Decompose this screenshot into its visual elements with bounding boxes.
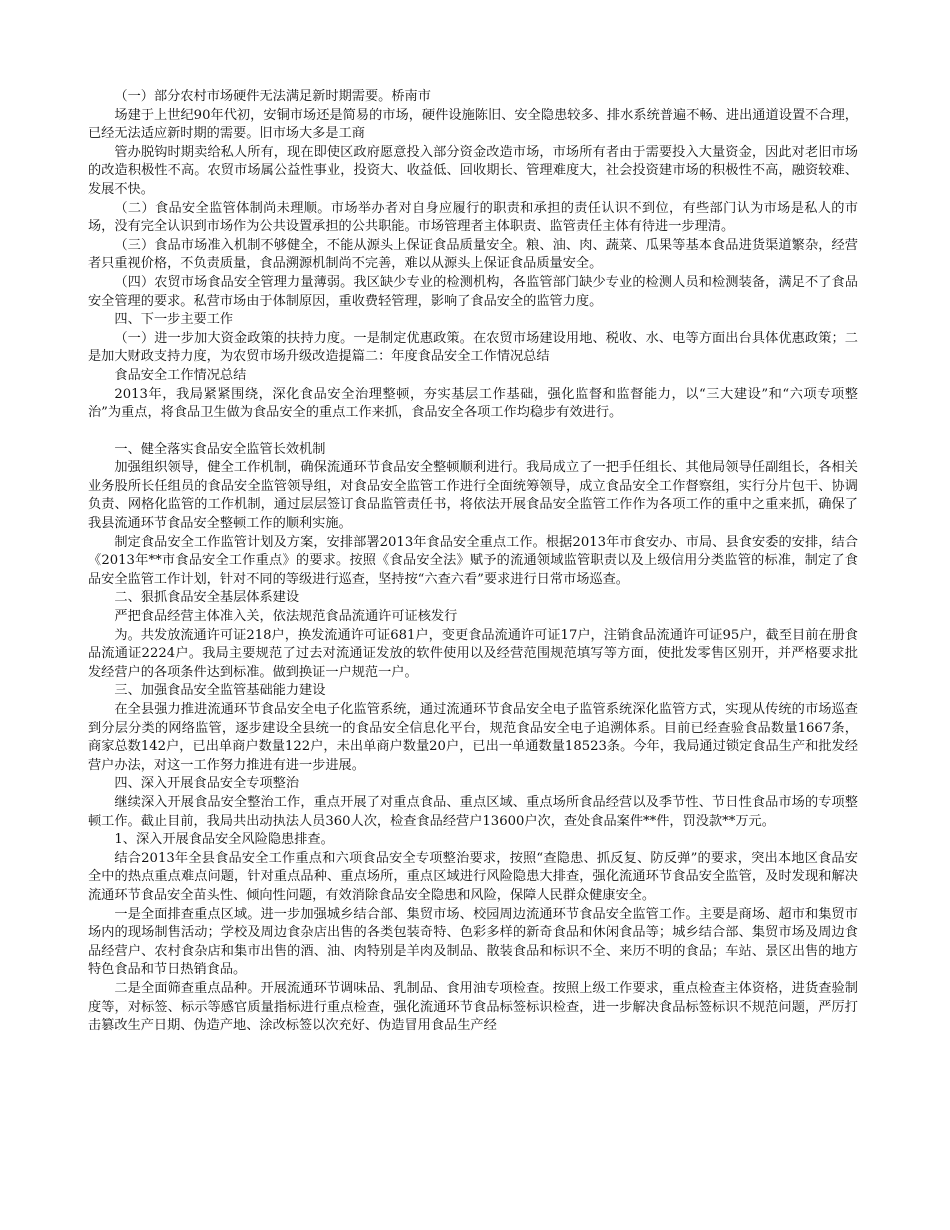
section-heading: 一、健全落实食品安全监管长效机制 [114,441,326,457]
paragraph: 二是全面筛查重点品种。开展流通环节调味品、乳制品、食用油专项检查。按照上级工作要求，重点检查主体资格，进货查验制度等，对标签、标示等感官质量指标进行重点检查，强化流通环节食品标签标识检查，进一步解决食品标签标识不规范问题，严厉打击篡改生产日期、伪造产地、涂改标签以次充好、伪造冒用食品生产经 [88,980,858,1034]
paragraph: （一）进一步加大资金政策的扶持力度。一是制定优惠政策。在农贸市场建设用地、税收、水、电等方面出台具体优惠政策；二是加大财政支持力度，为农贸市场升级改造提篇二：年度食品安全工作情况总结 [88,330,858,365]
paragraph: 为。共发放流通许可证218户，换发流通许可证681户，变更食品流通许可证17户，注销食品流通许可证95户，截至目前在册食品流通证2224户。我局主要规范了过去对流通证发放的软件使用以及经营范围规范填写等方面，使批发零售区别开，并严格要求批发经营户的各项条件达到标准。做到换证一户规范一户。 [88,627,858,680]
paragraph: 制定食品安全工作监管计划及方案，安排部署2013年食品安全重点工作。根据2013年市食安办、市局、县食安委的安排，结合《2013年**市食品安全工作重点》的要求。按照《食品安全法》赋予的流通领域监管职责以及上级信用分类监管的标准，制定了食品安全监管工作计划，针对不同的等级进行巡查，坚持按“六查六看”要求进行日常市场巡查。 [88,534,858,587]
section-heading: 三、加强食品安全监管基础能力建设 [114,683,326,699]
paragraph: 严把食品经营主体准入关，依法规范食品流通许可证核发行 [114,609,458,625]
blank-line [88,423,858,441]
paragraph: 在全县强力推进流通环节食品安全电子化监管系统，通过流通环节食品安全电子监管系统深化监管方式，实现从传统的市场巡查到分层分类的网络监管，逐步建设全县统一的食品安全信息化平台，规范食品安全电子追溯体系。目前已经查验食品数量1667条，商家总数142户，已出单商户数量122户，未出单商户数量20户，已出一单通数量18523条。今年，我局通过锁定食品生产和批发经营户办法，对这一工作努力推进有进一步进展。 [88,702,858,773]
paragraph: 结合2013年全县食品安全工作重点和六项食品安全专项整治要求，按照“查隐患、抓反复、防反弹”的要求，突出本地区食品安全中的热点重点难点问题，针对重点品种、重点场所，重点区域进行风险隐患大排查，强化流通环节食品安全监管，及时发现和解决流通环节食品安全苗头性、倾向性问题，有效消除食品安全隐患和风险，保障人民群众健康安全。 [88,850,858,903]
paragraph: 2013年，我局紧紧围绕，深化食品安全治理整顿，夯实基层工作基础，强化监督和监督能力，以“三大建设”和“六项专项整治”为重点，将食品卫生做为食品安全的重点工作来抓，食品安全各项工作均稳步有效进行。 [88,386,858,421]
section-heading: 二、狠抓食品安全基层体系建设 [114,590,300,606]
sub-heading: 1、深入开展食品安全风险隐患排查。 [114,832,334,848]
document-page [88,88,858,1036]
paragraph: 继续深入开展食品安全整治工作，重点开展了对重点食品、重点区域、重点场所食品经营以及季节性、节日性食品市场的专项整顿工作。截止目前，我局共出动执法人员360人次，检查食品经营户13600户次，查处食品案件**件，罚没款**万元。 [88,794,858,829]
paragraph: （四）农贸市场食品安全管理力量薄弱。我区缺少专业的检测机构，各监管部门缺少专业的检测人员和检测装备，满足不了食品安全管理的要求。私营市场由于体制原因，重收费轻管理，影响了食品安全的监管力度。 [88,274,858,309]
paragraph: 加强组织领导，健全工作机制，确保流通环节食品安全整顿顺利进行。我局成立了一把手任组长、其他局领导任副组长，各相关业务股所长任组员的食品安全监管领导组，对食品安全监管工作进行全面统筹领导，成立食品安全工作督察组，实行分片包干、协调负责、网格化监管的工作机制，通过层层签订食品监管责任书，将依法开展食品安全监管工作作为各项工作的重中之重来抓，确保了我县流通环节食品安全整顿工作的顺利实施。 [88,460,858,532]
paragraph: 管办脱钩时期卖给私人所有，现在即使区政府愿意投入部分资金改造市场，市场所有者由于需要投入大量资金，因此对老旧市场的改造积极性不高。农贸市场属公益性事业，投资大、收益低、回收期长、管理难度大，社会投资建市场的积极性不高，融资较难、发展不快。 [88,144,858,197]
document-title: 食品安全工作情况总结 [114,367,247,383]
paragraph: （三）食品市场准入机制不够健全，不能从源头上保证食品质量安全。粮、油、肉、蔬菜、瓜果等基本食品进货渠道繁杂，经营者只重视价格，不负责质量，食品溯源机制尚不完善，难以从源头上保证食品质量安全。 [88,237,858,272]
paragraph: 场建于上世纪90年代初，安铜市场还是简易的市场，硬件设施陈旧、安全隐患较多、排水系统普遍不畅、进出通道设置不合理，已经无法适应新时期的需要。旧市场大多是工商 [88,107,858,142]
paragraph: （二）食品安全监管体制尚未理顺。市场举办者对自身应履行的职责和承担的责任认识不到位，有些部门认为市场是私人的市场，没有完全认识到市场作为公共设置承担的公共职能。市场管理者主体职责、监管责任主体有待进一步理清。 [88,200,858,235]
paragraph: （一）部分农村市场硬件无法满足新时期需要。桥南市 [114,89,431,104]
paragraph: 一是全面排查重点区域。进一步加强城乡结合部、集贸市场、校园周边流通环节食品安全监管工作。主要是商场、超市和集贸市场内的现场制售活动；学校及周边食杂店出售的各类包装奇特、色彩多样的新奇食品和休闲食品等；城乡结合部、集贸市场及周边食品经营户、农村食杂店和集市出售的酒、油、肉特别是羊肉及制品、散装食品和标识不全、来历不明的食品；车站、景区出售的地方特色食品和节日热销食品。 [88,906,858,978]
section-heading: 四、深入开展食品安全专项整治 [114,776,300,792]
section-heading: 四、下一步主要工作 [114,312,234,328]
